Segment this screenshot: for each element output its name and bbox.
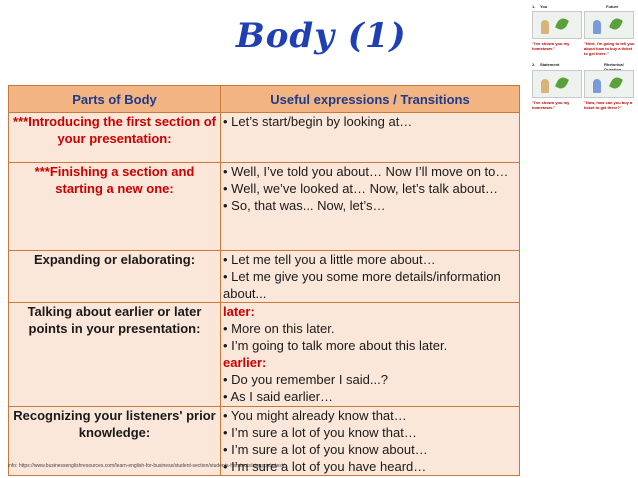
body-part-label — [9, 303, 221, 407]
column-header: Parts of Body — [9, 86, 221, 113]
expression-line: • Do you remember I said...? — [223, 372, 388, 387]
part-text: Talking about earlier or later points in your presentation: — [27, 304, 202, 336]
expression-line: • I’m sure a lot of you know about… — [223, 442, 428, 457]
expression-line: • I’m sure a lot of you know that… — [223, 425, 417, 440]
example-thumbnail — [528, 0, 638, 122]
quote-text: "Now, how can you buy a ticket to get there?" — [584, 100, 633, 110]
cartoon-image — [532, 11, 582, 39]
panel-label: 2. — [532, 62, 536, 67]
part-prefix: *** — [13, 114, 29, 129]
table-header-row — [9, 86, 520, 113]
quote-text: "I've shown you my hometown." — [532, 100, 570, 110]
transitions-table — [8, 85, 520, 476]
expression-line: • So, that was... Now, let’s… — [223, 198, 386, 213]
expression-line: • I’m sure a lot of you have heard… — [223, 459, 427, 474]
source-footnote: info: https://www.businessenglishresources.com/learn-english-for-business/student-section/students-handouts/signposts-test/ — [8, 463, 285, 469]
expression-line: • Let me give you some more details/information about... — [223, 269, 501, 301]
expression-line: • As I said earlier… — [223, 389, 334, 404]
panel-label: You — [540, 4, 548, 9]
expression-line: • You might already know that… — [223, 408, 407, 423]
table-row — [9, 251, 520, 303]
part-prefix: *** — [34, 164, 50, 179]
expression-line: • Well, we’ve looked at… Now, let’s talk about… — [223, 181, 499, 196]
slide-title: Body (1) — [236, 16, 407, 56]
expression-cell — [221, 251, 520, 303]
cartoon-image — [584, 11, 634, 39]
body-part-label — [9, 163, 221, 251]
column-header: Useful expressions / Transitions — [221, 86, 520, 113]
part-text: Introducing the first section of your presentation: — [28, 114, 216, 146]
expression-cell — [221, 163, 520, 251]
table-row — [9, 303, 520, 407]
table-row — [9, 163, 520, 251]
part-text: Expanding or elaborating: — [33, 252, 196, 267]
body-part-label — [9, 113, 221, 163]
cartoon-image — [532, 70, 582, 98]
cartoon-image — [584, 70, 634, 98]
expression-cell — [221, 113, 520, 163]
expression-line: • I’m going to talk more about this later. — [223, 338, 448, 353]
expression-line: • More on this later. — [223, 321, 335, 336]
expression-line: • Well, I’ve told you about… Now I’ll move on to… — [223, 164, 509, 179]
expression-line: • Let me tell you a little more about… — [223, 252, 436, 267]
quote-text: "I've shown you my hometown." — [532, 41, 570, 51]
sub-label-earlier: earlier: — [223, 355, 267, 370]
sub-label-later: later: — [223, 304, 255, 319]
body-part-label — [9, 251, 221, 303]
expression-cell — [221, 303, 520, 407]
part-text: Finishing a section and starting a new one: — [49, 164, 195, 196]
panel-label: Statement — [540, 62, 560, 67]
quote-text: "Next, I'm going to tell you about how to buy a ticket to get there." — [584, 41, 635, 56]
panel-label: Future — [606, 4, 619, 9]
table-row — [9, 113, 520, 163]
expression-line: • Let’s start/begin by looking at… — [223, 114, 413, 129]
part-text: Recognizing your listeners' prior knowledge: — [13, 408, 216, 440]
panel-label: 1. — [532, 4, 536, 9]
panel-label: Rhetorical — [604, 62, 624, 67]
